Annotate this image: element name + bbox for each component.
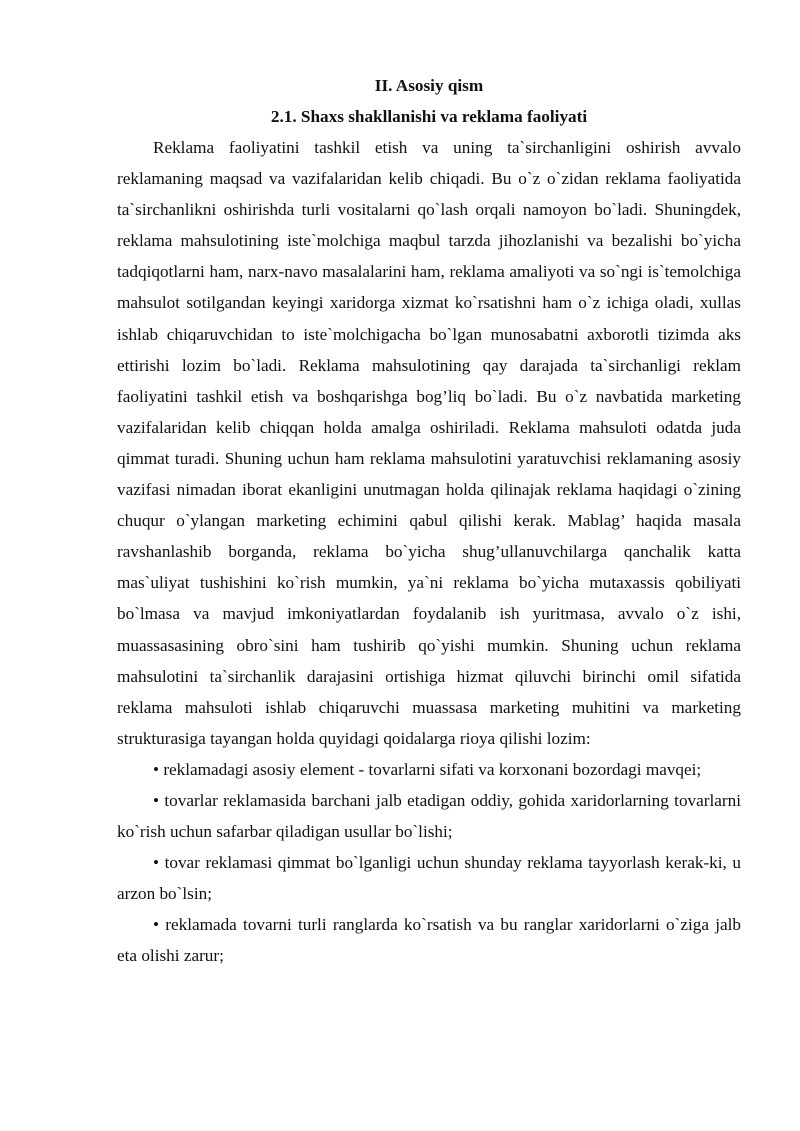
bullet-item: • reklamada tovarni turli ranglarda ko`rsatish va bu ranglar xaridorlarni o`ziga jalb eta olishi zarur; bbox=[117, 915, 741, 966]
section-heading: 2.1. Shaxs shakllanishi va reklama faoliyati bbox=[270, 107, 588, 126]
bullet-item: • tovar reklamasi qimmat bo`lganligi uchun shunday reklama tayyorlash kerak-ki, u arzon bo`lsin; bbox=[117, 853, 741, 904]
document-body bbox=[117, 70, 741, 972]
chapter-heading: II. Asosiy qism bbox=[374, 76, 484, 95]
bullet-item: • tovarlar reklamasida barchani jalb etadigan oddiy, gohida xaridorlarning tovarlarni ko`rish uchun safarbar qiladigan usullar bo`lishi; bbox=[117, 790, 741, 842]
bullet-item: • reklamadagi asosiy element - tovarlarni sifati va korxonani bozordagi mavqei; bbox=[153, 759, 702, 779]
body-paragraph: Reklama faoliyatini tashkil etish va uning ta`sirchanligini oshirish avvalo reklamaning maqsad va vazifalaridan kelib chiqadi. Bu o`z o`zidan reklama faoliyatida ta`sirchanlikni oshirishda turli vositalarni qo`lash orqali namoyon bo`ladi. Shuningdek, reklama mahsulotining iste`molchiga maqbul tarzda jihozlanishi va bezalishi bo`yicha tadqiqotlarni ham, narx-navo masalalarini ham, reklama amaliyoti va so`ngi is`temolchiga mahsulot sotilgandan keyingi xaridorga xizmat ko`rsatishni ham o`z ichiga oladi, xullas ishlab chiqaruvchidan to iste`molchigacha bo`lgan munosabatni axborotli tizimda aks ettirishi lozim bo`ladi. Reklama mahsulotining qay darajada ta`sirchanligi reklam faoliyatini tashkil etish va boshqarishga bog’liq bo`ladi. Bu o`z navbatida marketing vazifalaridan kelib chiqqan holda amalga oshiriladi. Reklama mahsuloti odatda juda qimmat turadi. Shuning uchun ham reklama mahsulotini yaratuvchisi reklamaning asosiy vazifasi nimadan iborat ekanligini unutmagan holda qilinajak reklama haqidagi o`zining chuqur o`ylangan marketing echimini qabul qilishi kerak. Mablag’ haqida masala ravshanlashib borganda, reklama bo`yicha shug’ullanuvchilarga qanchalik katta mas`uliyat tushishini ko`rish mumkin, ya`ni reklama bo`yicha mutaxassis qobiliyati bo`lmasa va mavjud imkoniyatlardan foydalanib ish yuritmasa, avvalo o`z ishi, muassasasining obro`sini ham tushirib qo`yishi mumkin. Shuning uchun reklama mahsulotini ta`sirchanlik darajasini ortishiga hizmat qiluvchi birinchi omil sifatida reklama mahsuloti ishlab chiqaruvchi muassasa marketing muhitini va marketing strukturasiga tayangan holda quyidagi qoidalarga rioya qilishi lozim: bbox=[117, 138, 741, 748]
